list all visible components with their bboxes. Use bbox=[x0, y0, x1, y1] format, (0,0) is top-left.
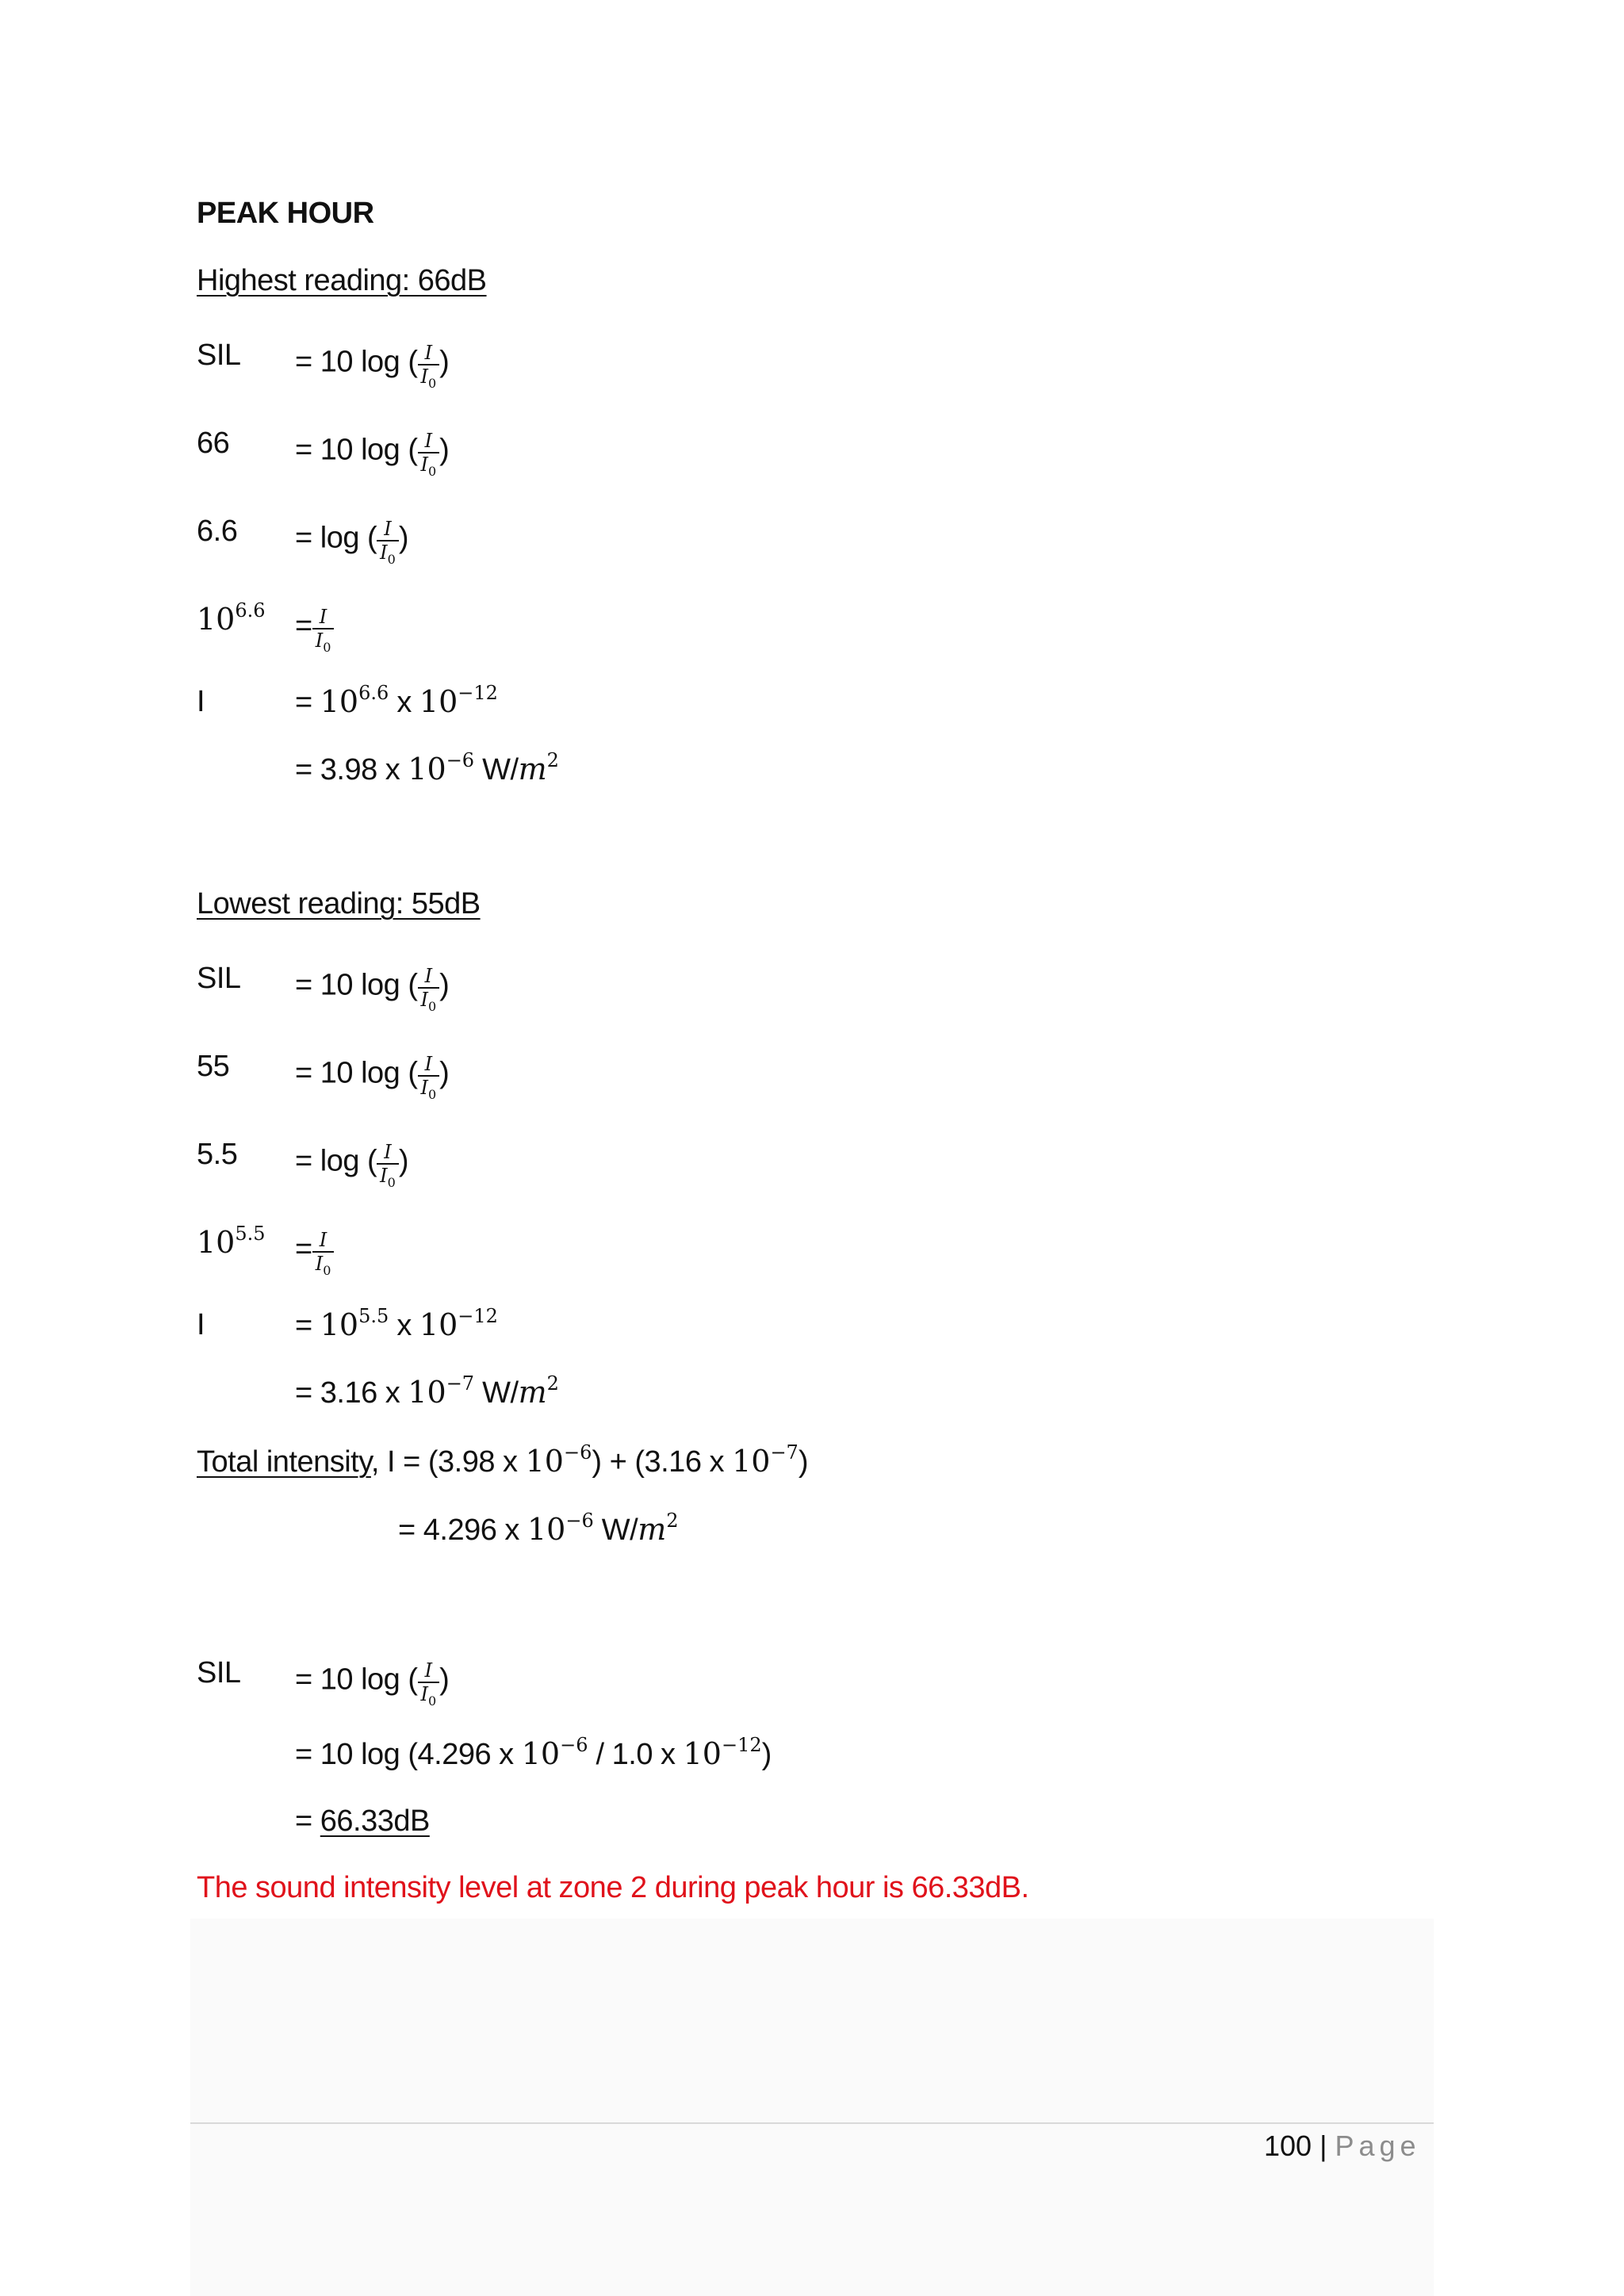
page-footer bbox=[1264, 2129, 1421, 2164]
highest-row1-label: SIL bbox=[197, 339, 241, 372]
highest-row2-equation: = 10 log ( $\frac{I}{I_0}$ ) bbox=[295, 425, 449, 478]
section-heading: PEAK HOUR bbox=[197, 197, 374, 230]
lowest-row2-label: 55 bbox=[197, 1050, 230, 1083]
lowest-row1-equation: = 10 log ( $\frac{I}{I_0}$ ) bbox=[295, 960, 449, 1013]
total-intensity-result: = 4.296 x $10^{-6}$ $W/m^2$ bbox=[398, 1510, 679, 1547]
highest-row3-label: 6.6 bbox=[197, 515, 238, 548]
highest-row4-equation: = $\frac{I}{I_0}$ bbox=[295, 601, 334, 654]
lowest-row5-equation: = $10^{5.5}$ x $10^{-12}$ bbox=[295, 1305, 498, 1342]
highest-row6-equation: = 3.98 x $10^{-6}$ $W/m^2$ bbox=[295, 749, 559, 786]
fraction: $\frac{I}{I_0}$ bbox=[312, 606, 335, 659]
final-row3-result: = 66.33dB bbox=[295, 1804, 430, 1838]
final-row2-equation: = 10 log (4.296 x $10^{-6} / 1.0$ x $10^{-12}$) bbox=[295, 1734, 772, 1771]
lowest-row5-label: I bbox=[197, 1308, 205, 1341]
lowest-row3-equation: = log ( $\frac{I}{I_0}$ ) bbox=[295, 1136, 408, 1189]
page-label: Page bbox=[1335, 2130, 1421, 2162]
final-row1-equation: = 10 log ( $\frac{I}{I_0}$ ) bbox=[295, 1655, 449, 1708]
lowest-row4-equation: = $\frac{I}{I_0}$ bbox=[295, 1224, 334, 1277]
fraction: $\frac{I}{I_0}$ bbox=[418, 965, 440, 1018]
fraction: $\frac{I}{I_0}$ bbox=[418, 1659, 440, 1712]
lowest-reading-title: Lowest reading: 55dB bbox=[197, 887, 481, 920]
lowest-row3-label: 5.5 bbox=[197, 1138, 238, 1171]
fraction: $\frac{I}{I_0}$ bbox=[377, 1141, 399, 1194]
fraction: $\frac{I}{I_0}$ bbox=[418, 342, 440, 395]
footer-separator: | bbox=[1320, 2130, 1327, 2162]
final-sil-label: SIL bbox=[197, 1656, 241, 1689]
highest-row4-label: $10^{6.6}$ bbox=[197, 599, 266, 637]
highest-row3-equation: = log ( $\frac{I}{I_0}$ ) bbox=[295, 513, 408, 566]
fraction: $\frac{I}{I_0}$ bbox=[312, 1229, 335, 1282]
page-number: 100 bbox=[1264, 2130, 1312, 2162]
total-intensity-line: Total intensity, I = (3.98 x $10^{-6}) + (3.16$ x $10^{-7}$) bbox=[197, 1441, 808, 1479]
lowest-row2-equation: = 10 log ( $\frac{I}{I_0}$ ) bbox=[295, 1048, 449, 1101]
conclusion-text: The sound intensity level at zone 2 during peak hour is 66.33dB. bbox=[197, 1871, 1029, 1904]
highest-reading-title: Highest reading: 66dB bbox=[197, 264, 487, 297]
highest-row1-equation: = 10 log ( $\frac{I}{I_0}$ ) bbox=[295, 337, 449, 390]
highest-row5-label: I bbox=[197, 685, 205, 718]
highest-row5-equation: = $10^{6.6}$ x $10^{-12}$ bbox=[295, 682, 498, 719]
page-shade bbox=[190, 1919, 1434, 2296]
fraction: $\frac{I}{I_0}$ bbox=[377, 518, 399, 571]
highest-row2-label: 66 bbox=[197, 427, 230, 460]
lowest-row4-label: $10^{5.5}$ bbox=[197, 1223, 266, 1260]
lowest-row6-equation: = 3.16 x $10^{-7}$ $W/m^2$ bbox=[295, 1372, 559, 1410]
footer-divider bbox=[190, 2122, 1434, 2124]
final-sil-value: 66.33dB bbox=[320, 1804, 430, 1838]
fraction: $\frac{I}{I_0}$ bbox=[418, 430, 440, 483]
fraction: $\frac{I}{I_0}$ bbox=[418, 1053, 440, 1106]
lowest-row1-label: SIL bbox=[197, 962, 241, 995]
